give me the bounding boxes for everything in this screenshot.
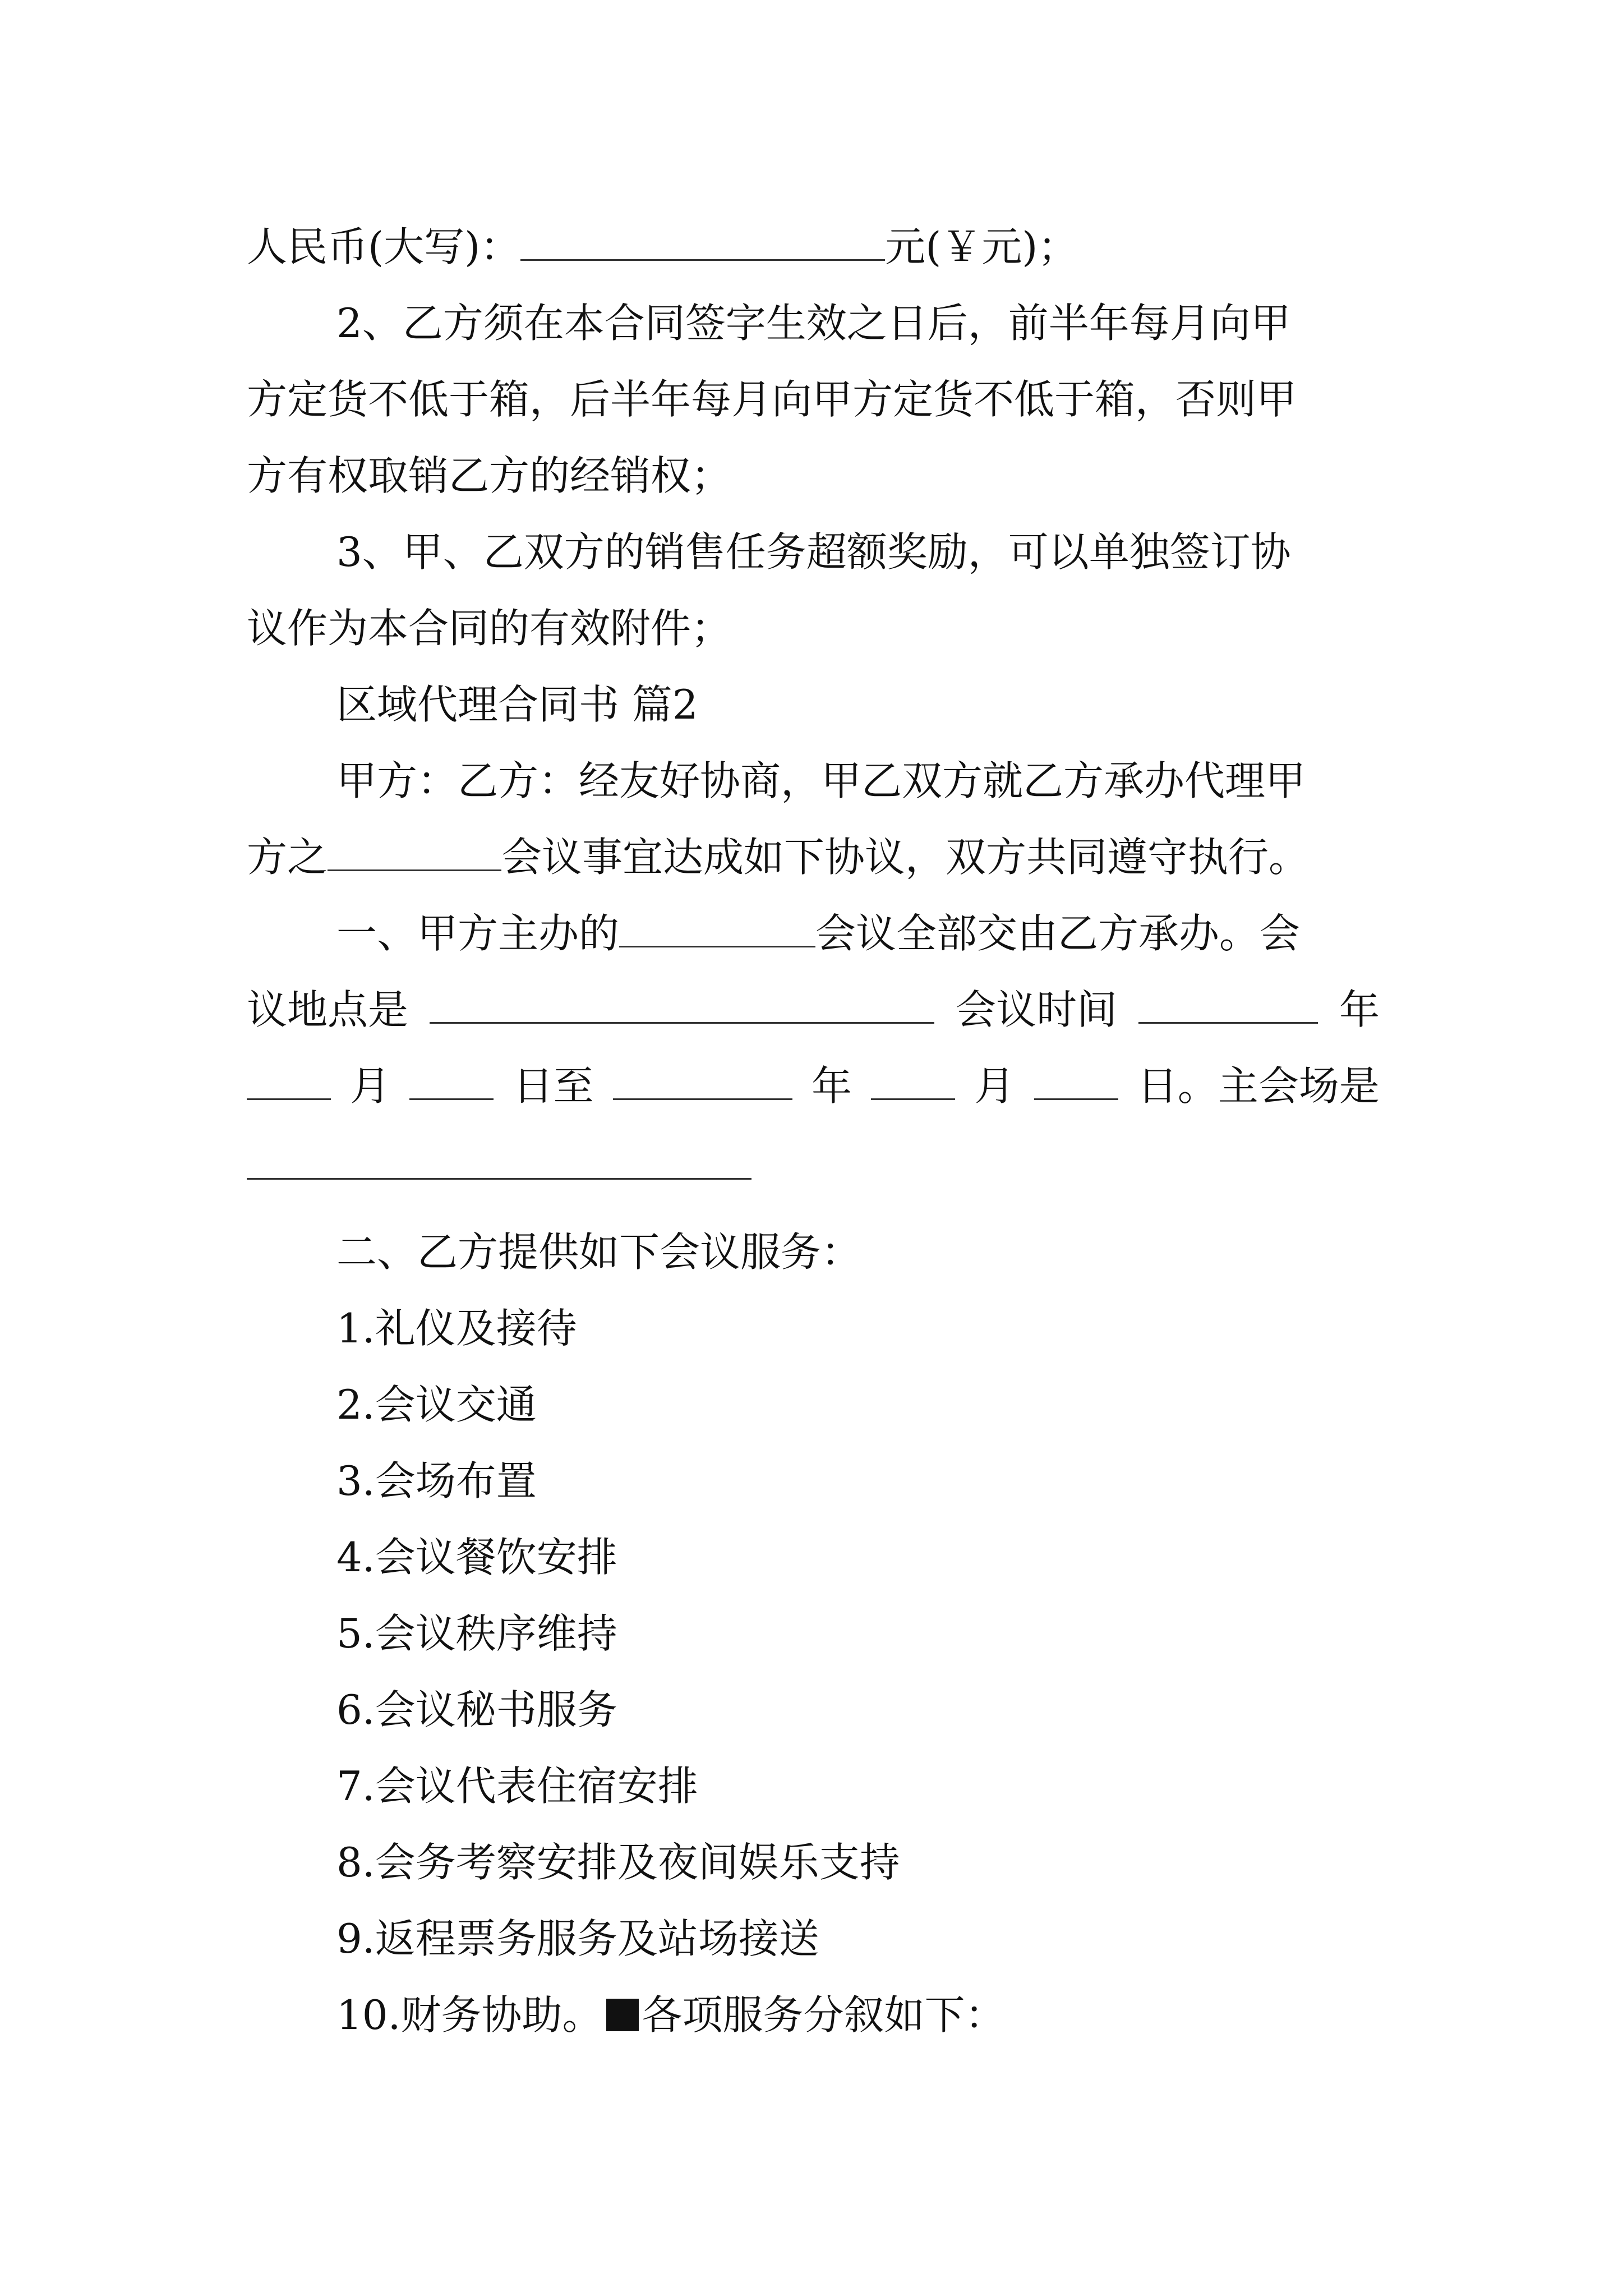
- fill-blank: [409, 1059, 494, 1100]
- fill-blank: [328, 830, 501, 871]
- list-item: 9.返程票务服务及站场接送: [336, 1915, 819, 1962]
- text-segment: 年: [1339, 986, 1380, 1033]
- text-segment: 10.财务协助。: [336, 1991, 603, 2039]
- fill-blank: [247, 1059, 331, 1100]
- fill-blank: [430, 983, 934, 1024]
- text-segment: 各项服务分叙如下：: [642, 1991, 1006, 2039]
- fill-blank: [1138, 983, 1318, 1024]
- fill-blank: [1034, 1059, 1118, 1100]
- black-square-icon: [606, 1999, 639, 2031]
- text-segment: 会议时间: [955, 986, 1117, 1033]
- text-segment: 年: [811, 1062, 852, 1110]
- text-segment: 日至: [513, 1062, 594, 1110]
- fill-blank: [520, 220, 885, 261]
- list-item: 8.会务考察安排及夜间娱乐支持: [336, 1839, 900, 1886]
- text-line: [247, 220, 1380, 274]
- list-item: 5.会议秩序维持: [336, 1610, 617, 1657]
- text-line: [336, 907, 1380, 960]
- text-line: 3、甲、乙双方的销售任务超额奖励，可以单独签订协: [336, 528, 1291, 576]
- text-line: 方定货不低于箱，后半年每月向甲方定货不低于箱，否则甲: [247, 376, 1297, 423]
- fill-blank: [613, 1059, 792, 1100]
- text-segment: 一、甲方主办的: [336, 910, 620, 957]
- text-segment: 元(￥元)；: [885, 223, 1078, 270]
- text-line: [247, 830, 1380, 884]
- text-line: [247, 983, 1380, 1037]
- text-line: 二、乙方提供如下会议服务：: [336, 1228, 862, 1276]
- list-item: 6.会议秘书服务: [336, 1686, 617, 1733]
- text-segment: 会议事宜达成如下协议，双方共同遵守执行。: [501, 834, 1310, 881]
- list-item: 4.会议餐饮安排: [336, 1534, 617, 1581]
- text-segment: 月: [350, 1062, 391, 1110]
- text-segment: 议地点是: [247, 986, 409, 1033]
- text-segment: 人民币(大写)：: [247, 223, 521, 270]
- list-item: 7.会议代表住宿安排: [336, 1763, 698, 1810]
- text-line: 方有权取销乙方的经销权；: [247, 452, 732, 499]
- text-line: 2、乙方须在本合同签字生效之日后，前半年每月向甲: [336, 300, 1291, 347]
- text-line: [247, 1059, 1380, 1113]
- text-segment: 会议全部交由乙方承办。会: [815, 910, 1301, 957]
- text-segment: 月: [974, 1062, 1015, 1110]
- fill-blank: [247, 1178, 751, 1180]
- fill-blank: [871, 1059, 955, 1100]
- fill-blank: [619, 907, 815, 947]
- text-segment: 方之: [247, 834, 328, 881]
- text-line: 甲方：乙方：经友好协商，甲乙双方就乙方承办代理甲: [336, 757, 1306, 804]
- list-item: 3.会场布置: [336, 1457, 537, 1504]
- section-heading: 区域代理合同书 篇2: [336, 681, 698, 728]
- list-item: [336, 1988, 1380, 2042]
- list-item: 1.礼仪及接待: [336, 1305, 577, 1352]
- text-segment: 日。主会场是: [1137, 1062, 1380, 1110]
- list-item: 2.会议交通: [336, 1381, 537, 1428]
- text-line: 议作为本合同的有效附件；: [247, 605, 732, 652]
